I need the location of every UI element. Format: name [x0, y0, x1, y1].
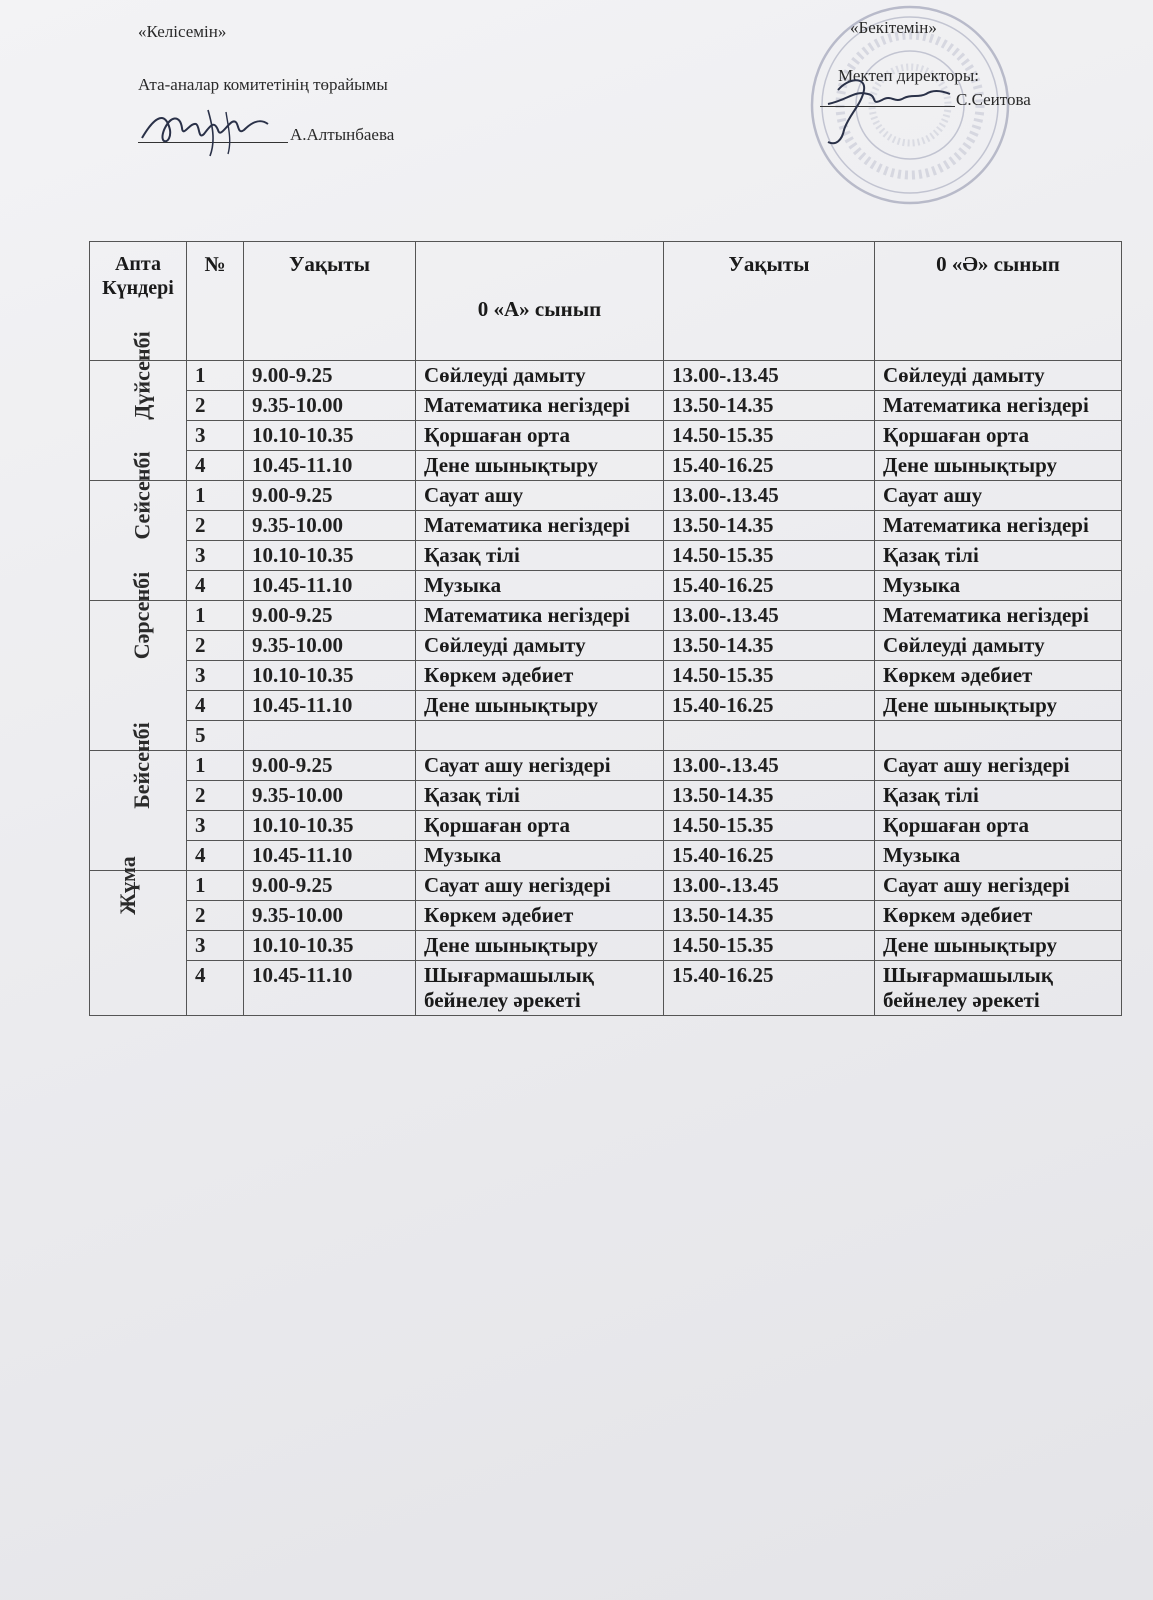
subject-a-cell: Дене шынықтыру: [416, 691, 664, 721]
subject-a-cell: Сауат ашу: [416, 481, 664, 511]
time-a-cell: 9.00-9.25: [244, 601, 416, 631]
committee-title: Ата-аналар комитетінің төрайымы: [138, 75, 388, 94]
lesson-number: 1: [187, 871, 244, 901]
table-row: [90, 901, 1122, 931]
time-a-cell: 10.10-10.35: [244, 661, 416, 691]
table-row: [90, 961, 1122, 1016]
director-title: Мектеп директоры:: [838, 66, 979, 85]
subject-b-cell: Көркем әдебиет: [875, 901, 1122, 931]
header-day: Апта Күндері: [90, 242, 187, 361]
day-label: Сәрсенбі: [129, 571, 155, 660]
subject-a-cell: [416, 721, 664, 751]
table-row: [90, 781, 1122, 811]
time-b-cell: 14.50-15.35: [664, 421, 875, 451]
subject-b-cell: Қазақ тілі: [875, 781, 1122, 811]
time-a-cell: 9.35-10.00: [244, 631, 416, 661]
subject-a-cell: Сөйлеуді дамыту: [416, 631, 664, 661]
time-b-cell: 14.50-15.35: [664, 931, 875, 961]
lesson-number: 3: [187, 931, 244, 961]
header-num: №: [187, 242, 244, 361]
subject-a-cell: Шығармашылық бейнелеу әрекеті: [416, 961, 664, 1016]
time-a-cell: 10.10-10.35: [244, 811, 416, 841]
subject-b-cell: Сөйлеуді дамыту: [875, 631, 1122, 661]
lesson-number: 3: [187, 541, 244, 571]
time-a-cell: 10.45-11.10: [244, 961, 416, 1016]
subject-a-cell: Көркем әдебиет: [416, 901, 664, 931]
time-a-cell: 9.35-10.00: [244, 391, 416, 421]
table-row: [90, 601, 1122, 631]
table-row: [90, 811, 1122, 841]
day-cell: [90, 722, 187, 871]
lesson-number: 4: [187, 451, 244, 481]
time-a-cell: 10.45-11.10: [244, 451, 416, 481]
director-name: С.Сеитова: [956, 90, 1031, 109]
header-class-b: 0 «Ә» сынып: [875, 242, 1122, 361]
committee-signature: [136, 100, 286, 160]
time-a-cell: 9.35-10.00: [244, 901, 416, 931]
subject-b-cell: Математика негіздері: [875, 601, 1122, 631]
time-b-cell: 14.50-15.35: [664, 661, 875, 691]
subject-b-cell: Шығармашылық бейнелеу әрекеті: [875, 961, 1122, 1016]
header-time-a: Уақыты: [244, 242, 416, 361]
time-a-cell: 9.35-10.00: [244, 781, 416, 811]
time-a-cell: 9.00-9.25: [244, 361, 416, 391]
subject-b-cell: Дене шынықтыру: [875, 931, 1122, 961]
lesson-number: 3: [187, 421, 244, 451]
subject-a-cell: Математика негіздері: [416, 601, 664, 631]
subject-b-cell: Сауат ашу негіздері: [875, 871, 1122, 901]
subject-a-cell: Дене шынықтыру: [416, 931, 664, 961]
committee-chair-name: А.Алтынбаева: [290, 125, 395, 144]
subject-a-cell: Сауат ашу негіздері: [416, 751, 664, 781]
time-a-cell: 10.10-10.35: [244, 421, 416, 451]
subject-b-cell: Дене шынықтыру: [875, 451, 1122, 481]
subject-a-cell: Сауат ашу негіздері: [416, 871, 664, 901]
time-b-cell: 13.00-.13.45: [664, 751, 875, 781]
time-b-cell: 15.40-16.25: [664, 571, 875, 601]
subject-b-cell: Музыка: [875, 841, 1122, 871]
subject-a-cell: Математика негіздері: [416, 391, 664, 421]
subject-b-cell: Сөйлеуді дамыту: [875, 361, 1122, 391]
day-cell: [90, 856, 187, 1016]
approval-title: «Бекітемін»: [850, 18, 937, 37]
time-b-cell: 13.00-.13.45: [664, 601, 875, 631]
subject-a-cell: Қазақ тілі: [416, 781, 664, 811]
lesson-number: 4: [187, 841, 244, 871]
lesson-number: 3: [187, 811, 244, 841]
subject-b-cell: Дене шынықтыру: [875, 691, 1122, 721]
time-b-cell: 13.00-.13.45: [664, 361, 875, 391]
time-b-cell: 14.50-15.35: [664, 541, 875, 571]
lesson-number: 1: [187, 601, 244, 631]
table-row: [90, 841, 1122, 871]
time-a-cell: [244, 721, 416, 751]
time-a-cell: 9.00-9.25: [244, 871, 416, 901]
table-row: [90, 661, 1122, 691]
table-row: [90, 631, 1122, 661]
table-row: [90, 571, 1122, 601]
time-b-cell: 15.40-16.25: [664, 841, 875, 871]
time-b-cell: 13.50-14.35: [664, 901, 875, 931]
header-class-a: 0 «А» сынып: [416, 242, 664, 361]
time-a-cell: 10.10-10.35: [244, 541, 416, 571]
subject-b-cell: Математика негіздері: [875, 511, 1122, 541]
subject-b-cell: [875, 721, 1122, 751]
subject-a-cell: Қоршаған орта: [416, 421, 664, 451]
subject-a-cell: Музыка: [416, 841, 664, 871]
lesson-number: 2: [187, 901, 244, 931]
lesson-number: 5: [187, 721, 244, 751]
lesson-number: 4: [187, 691, 244, 721]
day-label: Дүйсенбі: [129, 331, 155, 420]
lesson-number: 1: [187, 481, 244, 511]
subject-b-cell: Қазақ тілі: [875, 541, 1122, 571]
subject-b-cell: Музыка: [875, 571, 1122, 601]
table-row: [90, 421, 1122, 451]
subject-a-cell: Математика негіздері: [416, 511, 664, 541]
lesson-number: 4: [187, 961, 244, 1016]
table-row: [90, 751, 1122, 781]
agreement-title: «Келісемін»: [138, 22, 227, 41]
lesson-number: 1: [187, 361, 244, 391]
subject-b-cell: Көркем әдебиет: [875, 661, 1122, 691]
time-b-cell: [664, 721, 875, 751]
table-row: [90, 871, 1122, 901]
time-a-cell: 9.35-10.00: [244, 511, 416, 541]
time-b-cell: 15.40-16.25: [664, 451, 875, 481]
table-row: [90, 361, 1122, 391]
time-b-cell: 15.40-16.25: [664, 961, 875, 1016]
header-time-b: Уақыты: [664, 242, 875, 361]
lesson-number: 3: [187, 661, 244, 691]
subject-b-cell: Қоршаған орта: [875, 811, 1122, 841]
time-a-cell: 9.00-9.25: [244, 481, 416, 511]
time-b-cell: 13.00-.13.45: [664, 481, 875, 511]
time-b-cell: 13.50-14.35: [664, 391, 875, 421]
table-row: [90, 931, 1122, 961]
subject-a-cell: Дене шынықтыру: [416, 451, 664, 481]
table-row: [90, 721, 1122, 751]
lesson-number: 2: [187, 631, 244, 661]
time-b-cell: 15.40-16.25: [664, 691, 875, 721]
table-row: [90, 451, 1122, 481]
lesson-number: 2: [187, 781, 244, 811]
day-label: Бейсенбі: [128, 722, 154, 809]
subject-b-cell: Сауат ашу негіздері: [875, 751, 1122, 781]
time-b-cell: 13.50-14.35: [664, 511, 875, 541]
lesson-number: 4: [187, 571, 244, 601]
schedule-table: [89, 241, 1122, 1016]
subject-a-cell: Сөйлеуді дамыту: [416, 361, 664, 391]
table-header-row: [90, 242, 1122, 361]
table-row: [90, 481, 1122, 511]
time-b-cell: 13.50-14.35: [664, 631, 875, 661]
table-row: [90, 391, 1122, 421]
time-a-cell: 10.45-11.10: [244, 841, 416, 871]
subject-a-cell: Көркем әдебиет: [416, 661, 664, 691]
time-b-cell: 13.50-14.35: [664, 781, 875, 811]
time-a-cell: 10.10-10.35: [244, 931, 416, 961]
director-signature: [808, 60, 958, 150]
time-a-cell: 10.45-11.10: [244, 691, 416, 721]
subject-a-cell: Музыка: [416, 571, 664, 601]
lesson-number: 1: [187, 751, 244, 781]
time-a-cell: 10.45-11.10: [244, 571, 416, 601]
day-label: Сейсенбі: [129, 451, 155, 540]
lesson-number: 2: [187, 391, 244, 421]
day-label: Жұма: [114, 856, 140, 915]
lesson-number: 2: [187, 511, 244, 541]
time-b-cell: 13.00-.13.45: [664, 871, 875, 901]
subject-a-cell: Қоршаған орта: [416, 811, 664, 841]
time-a-cell: 9.00-9.25: [244, 751, 416, 781]
subject-b-cell: Математика негіздері: [875, 391, 1122, 421]
time-b-cell: 14.50-15.35: [664, 811, 875, 841]
table-row: [90, 691, 1122, 721]
subject-a-cell: Қазақ тілі: [416, 541, 664, 571]
subject-b-cell: Қоршаған орта: [875, 421, 1122, 451]
table-row: [90, 511, 1122, 541]
subject-b-cell: Сауат ашу: [875, 481, 1122, 511]
table-row: [90, 541, 1122, 571]
